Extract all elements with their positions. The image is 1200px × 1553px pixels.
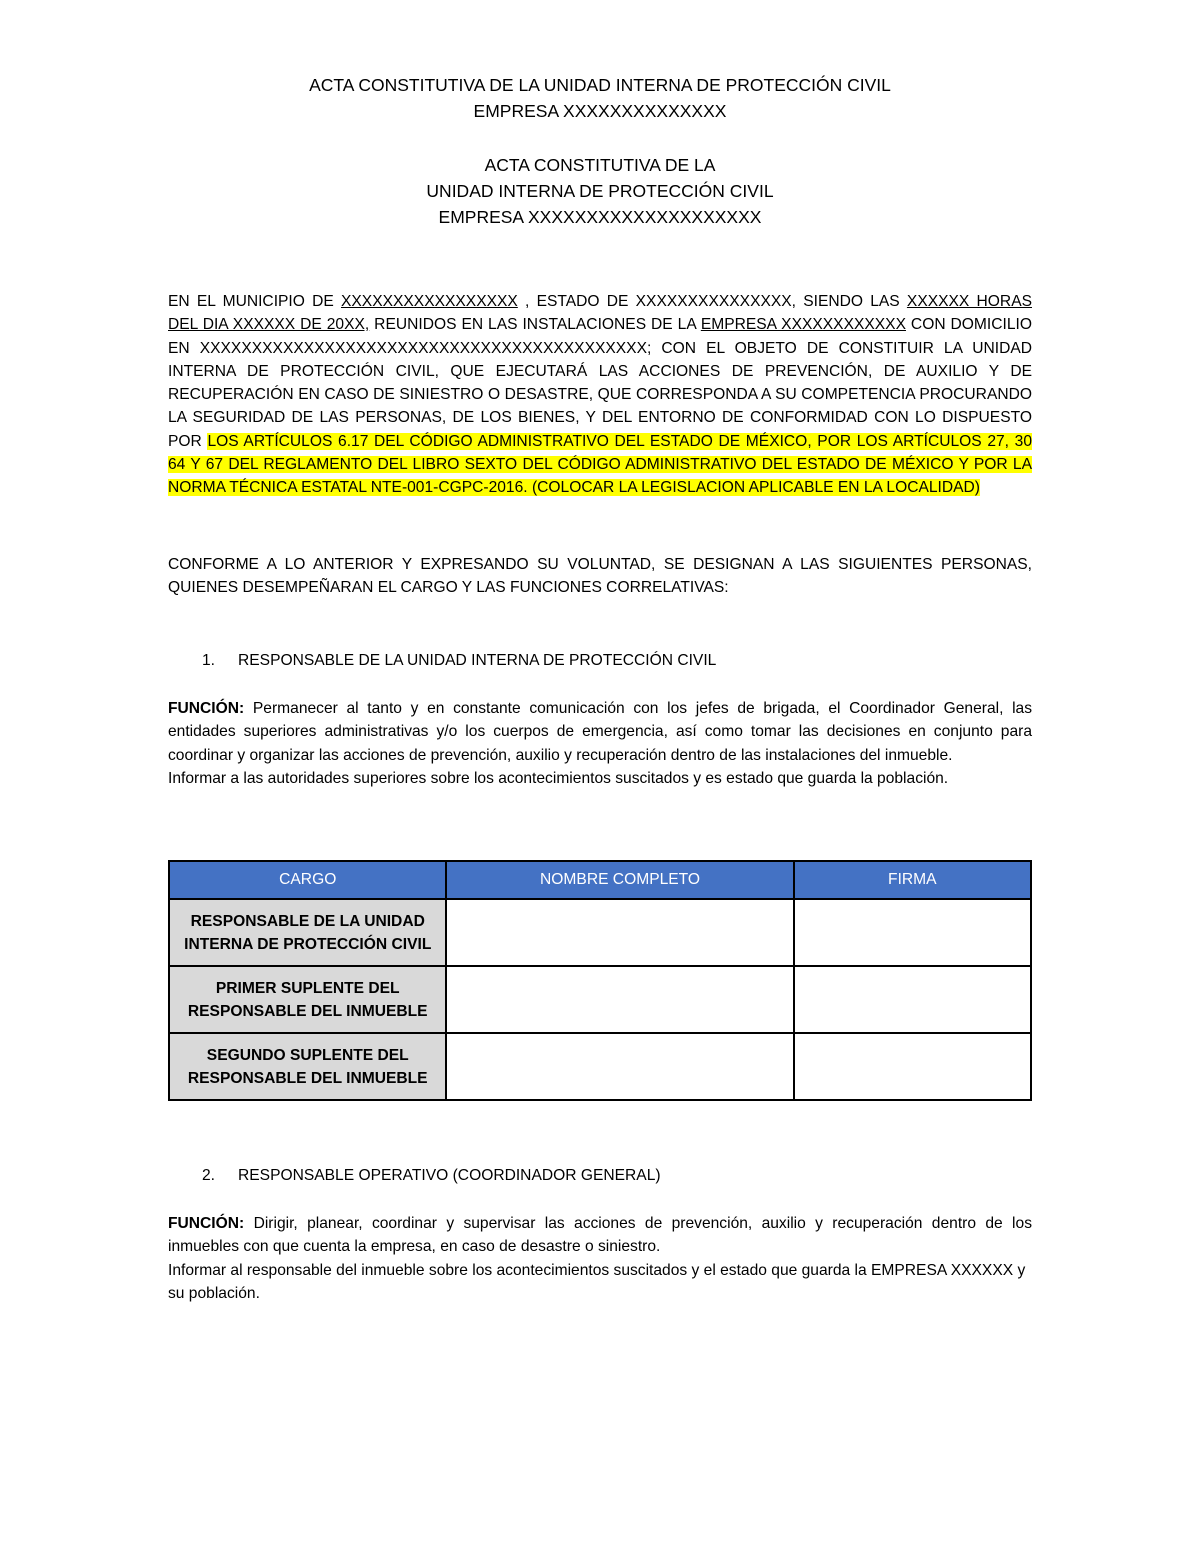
section-1-function [168,697,1032,790]
section-2-title: RESPONSABLE OPERATIVO (COORDINADOR GENERAL) [238,1167,661,1184]
table-row [169,966,1031,1033]
intro-text-4: CON DOMICILIO EN XXXXXXXXXXXXXXXXXXXXXXXXXXXXXXXXXXXXXXXXXXX; CON EL OBJETO DE CONSTITUIR LA UNIDAD INTERNA DE PROTECCIÓN CIVIL, QUE EJECUTARÁ LAS ACCIONES DE PREVENCIÓN, DE AUXILIO Y DE RECUPERACIÓN EN CASO DE SINIESTRO O DESASTRE, QUE CORRESPONDA A SU COMPETENCIA PROCURANDO LA SEGURIDAD DE LAS PERSONAS, DE LOS BIENES, Y DEL ENTORNO DE CONFORMIDAD CON LO DISPUESTO POR [168,316,1032,450]
section-2-informar: Informar al responsable del inmueble sobre los acontecimientos suscitados y el estado que guarda la EMPRESA XXXXXX y su población. [168,1261,1026,1302]
conforme-paragraph [168,553,1032,600]
section-2-number: 2. [202,1167,216,1184]
nombre-cell[interactable] [446,1033,793,1100]
cargo-cell: RESPONSABLE DE LA UNIDAD INTERNA DE PROTECCIÓN CIVIL [169,899,446,966]
cargo-cell: PRIMER SUPLENTE DEL RESPONSABLE DEL INMUEBLE [169,966,446,1033]
document-header [0,72,1200,124]
header-company: EMPRESA XXXXXXXXXXXXXX [473,101,727,121]
subtitle-line-3: EMPRESA XXXXXXXXXXXXXXXXXXXX [438,207,762,227]
section-1-title: RESPONSABLE DE LA UNIDAD INTERNA DE PROTECCIÓN CIVIL [238,652,717,669]
firma-cell[interactable] [794,966,1031,1033]
nombre-cell[interactable] [446,899,793,966]
municipio-placeholder: XXXXXXXXXXXXXXXXX [341,293,518,310]
intro-text-3: REUNIDOS EN LAS INSTALACIONES DE LA [369,316,701,334]
table-row [169,1033,1031,1100]
section-2-heading [168,1164,1032,1187]
intro-text-1: EN EL MUNICIPIO DE [168,293,341,310]
section-1-informar: Informar a las autoridades superiores sobre los acontecimientos suscitados y es estado que guarda la población. [168,769,949,787]
intro-paragraph [168,290,1032,500]
legislation-highlight: LOS ARTÍCULOS 6.17 DEL CÓDIGO ADMINISTRATIVO DEL ESTADO DE MÉXICO, POR LOS ARTÍCULOS 27, 30 64 Y 67 DEL REGLAMENTO DEL LIBRO SEXTO DEL CÓDIGO ADMINISTRATIVO DEL ESTADO DE MÉXICO Y POR LA NORMA TÉCNICA ESTATAL NTE-001-CGPC-2016. (COLOCAR LA LEGISLACION APLICABLE EN LA LOCALIDAD) [168,432,1032,497]
section-1-number: 1. [202,652,216,669]
intro-text-2: , ESTADO DE XXXXXXXXXXXXXXX, SIENDO LAS [517,293,907,310]
firma-cell[interactable] [794,1033,1031,1100]
column-header-cargo: CARGO [169,861,446,899]
section-1-heading [168,649,1032,672]
conforme-text: CONFORME A LO ANTERIOR Y EXPRESANDO SU VOLUNTAD, SE DESIGNAN A LAS SIGUIENTES PERSONAS, QUIENES DESEMPEÑARAN EL CARGO Y LAS FUNCIONES CORRELATIVAS: [168,556,1032,597]
nombre-cell[interactable] [446,966,793,1033]
table-header-row [169,861,1031,899]
cargo-cell: SEGUNDO SUPLENTE DEL RESPONSABLE DEL INMUEBLE [169,1033,446,1100]
column-header-firma: FIRMA [794,861,1031,899]
section-1-function-label: FUNCIÓN: [168,700,245,717]
column-header-nombre: NOMBRE COMPLETO [446,861,793,899]
section-2-function [168,1212,1032,1305]
firma-cell[interactable] [794,899,1031,966]
section-1-function-text: Permanecer al tanto y en constante comunicación con los jefes de brigada, el Coordinador General, las entidades superiores administrativas y/o los cuerpos de emergencia, así como tomar las decisiones en conjunto para coordinar y organizar las acciones de prevención, auxilio y recuperación dentro de las instalaciones del inmueble. [168,700,1032,764]
section-2-function-text: Dirigir, planear, coordinar y supervisar las acciones de prevención, auxilio y recuperación dentro de los inmuebles con que cuenta la empresa, en caso de desastre o siniestro. [168,1215,1032,1256]
section-2-function-label: FUNCIÓN: [168,1215,245,1232]
cargos-table [168,860,1032,1101]
header-title: ACTA CONSTITUTIVA DE LA UNIDAD INTERNA DE PROTECCIÓN CIVIL [309,75,891,95]
table-row [169,899,1031,966]
empresa-placeholder: EMPRESA XXXXXXXXXXXX [700,316,906,334]
subtitle-line-2: UNIDAD INTERNA DE PROTECCIÓN CIVIL [426,181,774,201]
document-subtitle [0,152,1200,230]
subtitle-line-1: ACTA CONSTITUTIVA DE LA [484,155,716,175]
horas-dia-placeholder: XXXXXX HORAS DEL DIA XXXXXX DE 20XX, [168,293,1032,334]
